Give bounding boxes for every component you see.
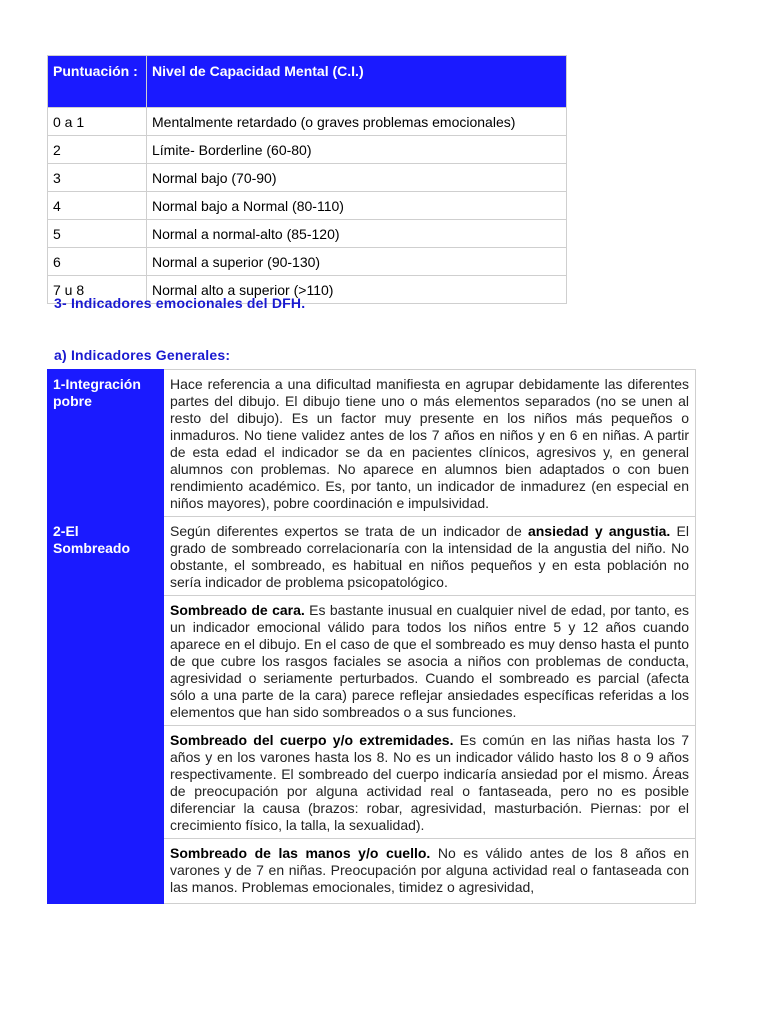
body-shading-description: [164, 726, 696, 839]
level-cell: Normal bajo a Normal (80-110): [147, 192, 567, 220]
table-row: [48, 248, 567, 276]
score-cell: 2: [48, 136, 147, 164]
score-cell: 4: [48, 192, 147, 220]
table-row: [48, 192, 567, 220]
indicator-description: Hace referencia a una dificultad manifiesta en agrupar debidamente las diferentes partes del dibujo. El dibujo tiene uno o más elementos separados (no se unen al resto del dibujo). Es un factor muy presente en los niños más pequeños o inmaduros. No tiene validez antes de los 7 años en niños y en 6 en niñas. A partir de esta edad el indicador se da en pacientes clínicos, agresivos y, en general alumnos con problemas. No aparece en alumnos bien adaptados o con buen rendimiento académico. Es, por tanto, un indicador de inmadurez (en especial en niños mayores), pobre coordinación e impulsividad.: [164, 370, 696, 517]
level-cell: Normal a normal-alto (85-120): [147, 220, 567, 248]
level-cell: Normal a superior (90-130): [147, 248, 567, 276]
level-cell: Normal bajo (70-90): [147, 164, 567, 192]
hands-shading-text: No es válido antes de los 8 años en varones y de 7 en niñas. Preocupación por alguna actividad real o fantaseada con las manos. Problemas emocionales, timidez o agresividad,: [170, 845, 689, 895]
header-mental-level: Nivel de Capacidad Mental (C.I.): [147, 56, 567, 108]
body-shading-text: Es común en las niñas hasta los 7 años y en los varones hasta los 8. No es un indicador válido hasto los 8 o 9 años respectivamente. El sombreado del cuerpo indicaría ansiedad por el mismo. Áreas de preocupación por alguna actividad real o fantaseada, pero no es posible diferenciar la causa (brazos: robar, agresividad, masturbación. Piernas: por el crecimiento físico, la talla, la sexualidad).: [170, 732, 689, 833]
score-cell: 5: [48, 220, 147, 248]
table-row: [48, 136, 567, 164]
shading-intro-emphasis: ansiedad y angustia.: [527, 523, 671, 539]
section-heading: 3- Indicadores emocionales del DFH.: [54, 295, 306, 311]
score-table: [47, 55, 567, 304]
indicator-description: [164, 517, 696, 596]
indicator-label: 1-Integración pobre: [48, 370, 164, 517]
indicator-row-integration: [48, 370, 696, 517]
hands-shading-clip: [170, 845, 689, 899]
level-cell: Normal alto a superior (>110): [147, 276, 567, 304]
face-shading-text: Es bastante inusual en cualquier nivel de edad, por tanto, es un indicador emocional válido para todos los niños entre 5 y 12 años cuando aparece en el dibujo. En el caso de que el sombreado es muy denso hasta el punto de que cubre los rasgos faciales se asocia a niños con problemas de conducta, agresividad o seriamente perturbados. Cuando el sombreado es parcial (afecta sólo a una parte de la cara) parece reflejar ansiedades específicas referidas a los elementos que han sido sombreados o a sus funciones.: [170, 602, 689, 720]
table-row: [48, 108, 567, 136]
indicator-label: 2-El Sombreado: [48, 517, 164, 904]
level-cell: Mentalmente retardado (o graves problemas emocionales): [147, 108, 567, 136]
score-table-header: [48, 56, 567, 108]
shading-intro-text: Según diferentes expertos se trata de un indicador de: [170, 523, 528, 539]
level-cell: Límite- Borderline (60-80): [147, 136, 567, 164]
face-shading-title: Sombreado de cara.: [170, 602, 305, 618]
table-row: [48, 220, 567, 248]
score-cell: 0 a 1: [48, 108, 147, 136]
hands-shading-description: [164, 839, 696, 904]
table-row: [48, 164, 567, 192]
score-cell: 7 u 8: [48, 276, 147, 304]
shading-intro-text-cont: El grado de sombreado correlacionaría con la intensidad de la angustia del niño. No obstante, el sombreado, es habitual en niños pequeños y en esta población no sería indicador de problema psicopatológico.: [170, 523, 689, 590]
score-cell: 3: [48, 164, 147, 192]
subsection-heading: a) Indicadores Generales:: [54, 347, 231, 363]
header-score: Puntuación :: [48, 56, 147, 108]
indicators-table: [47, 369, 696, 904]
hands-shading-title: Sombreado de las manos y/o cuello.: [170, 845, 431, 861]
score-cell: 6: [48, 248, 147, 276]
body-shading-title: Sombreado del cuerpo y/o extremidades.: [170, 732, 454, 748]
face-shading-description: [164, 596, 696, 726]
indicator-row-shading: [48, 517, 696, 596]
